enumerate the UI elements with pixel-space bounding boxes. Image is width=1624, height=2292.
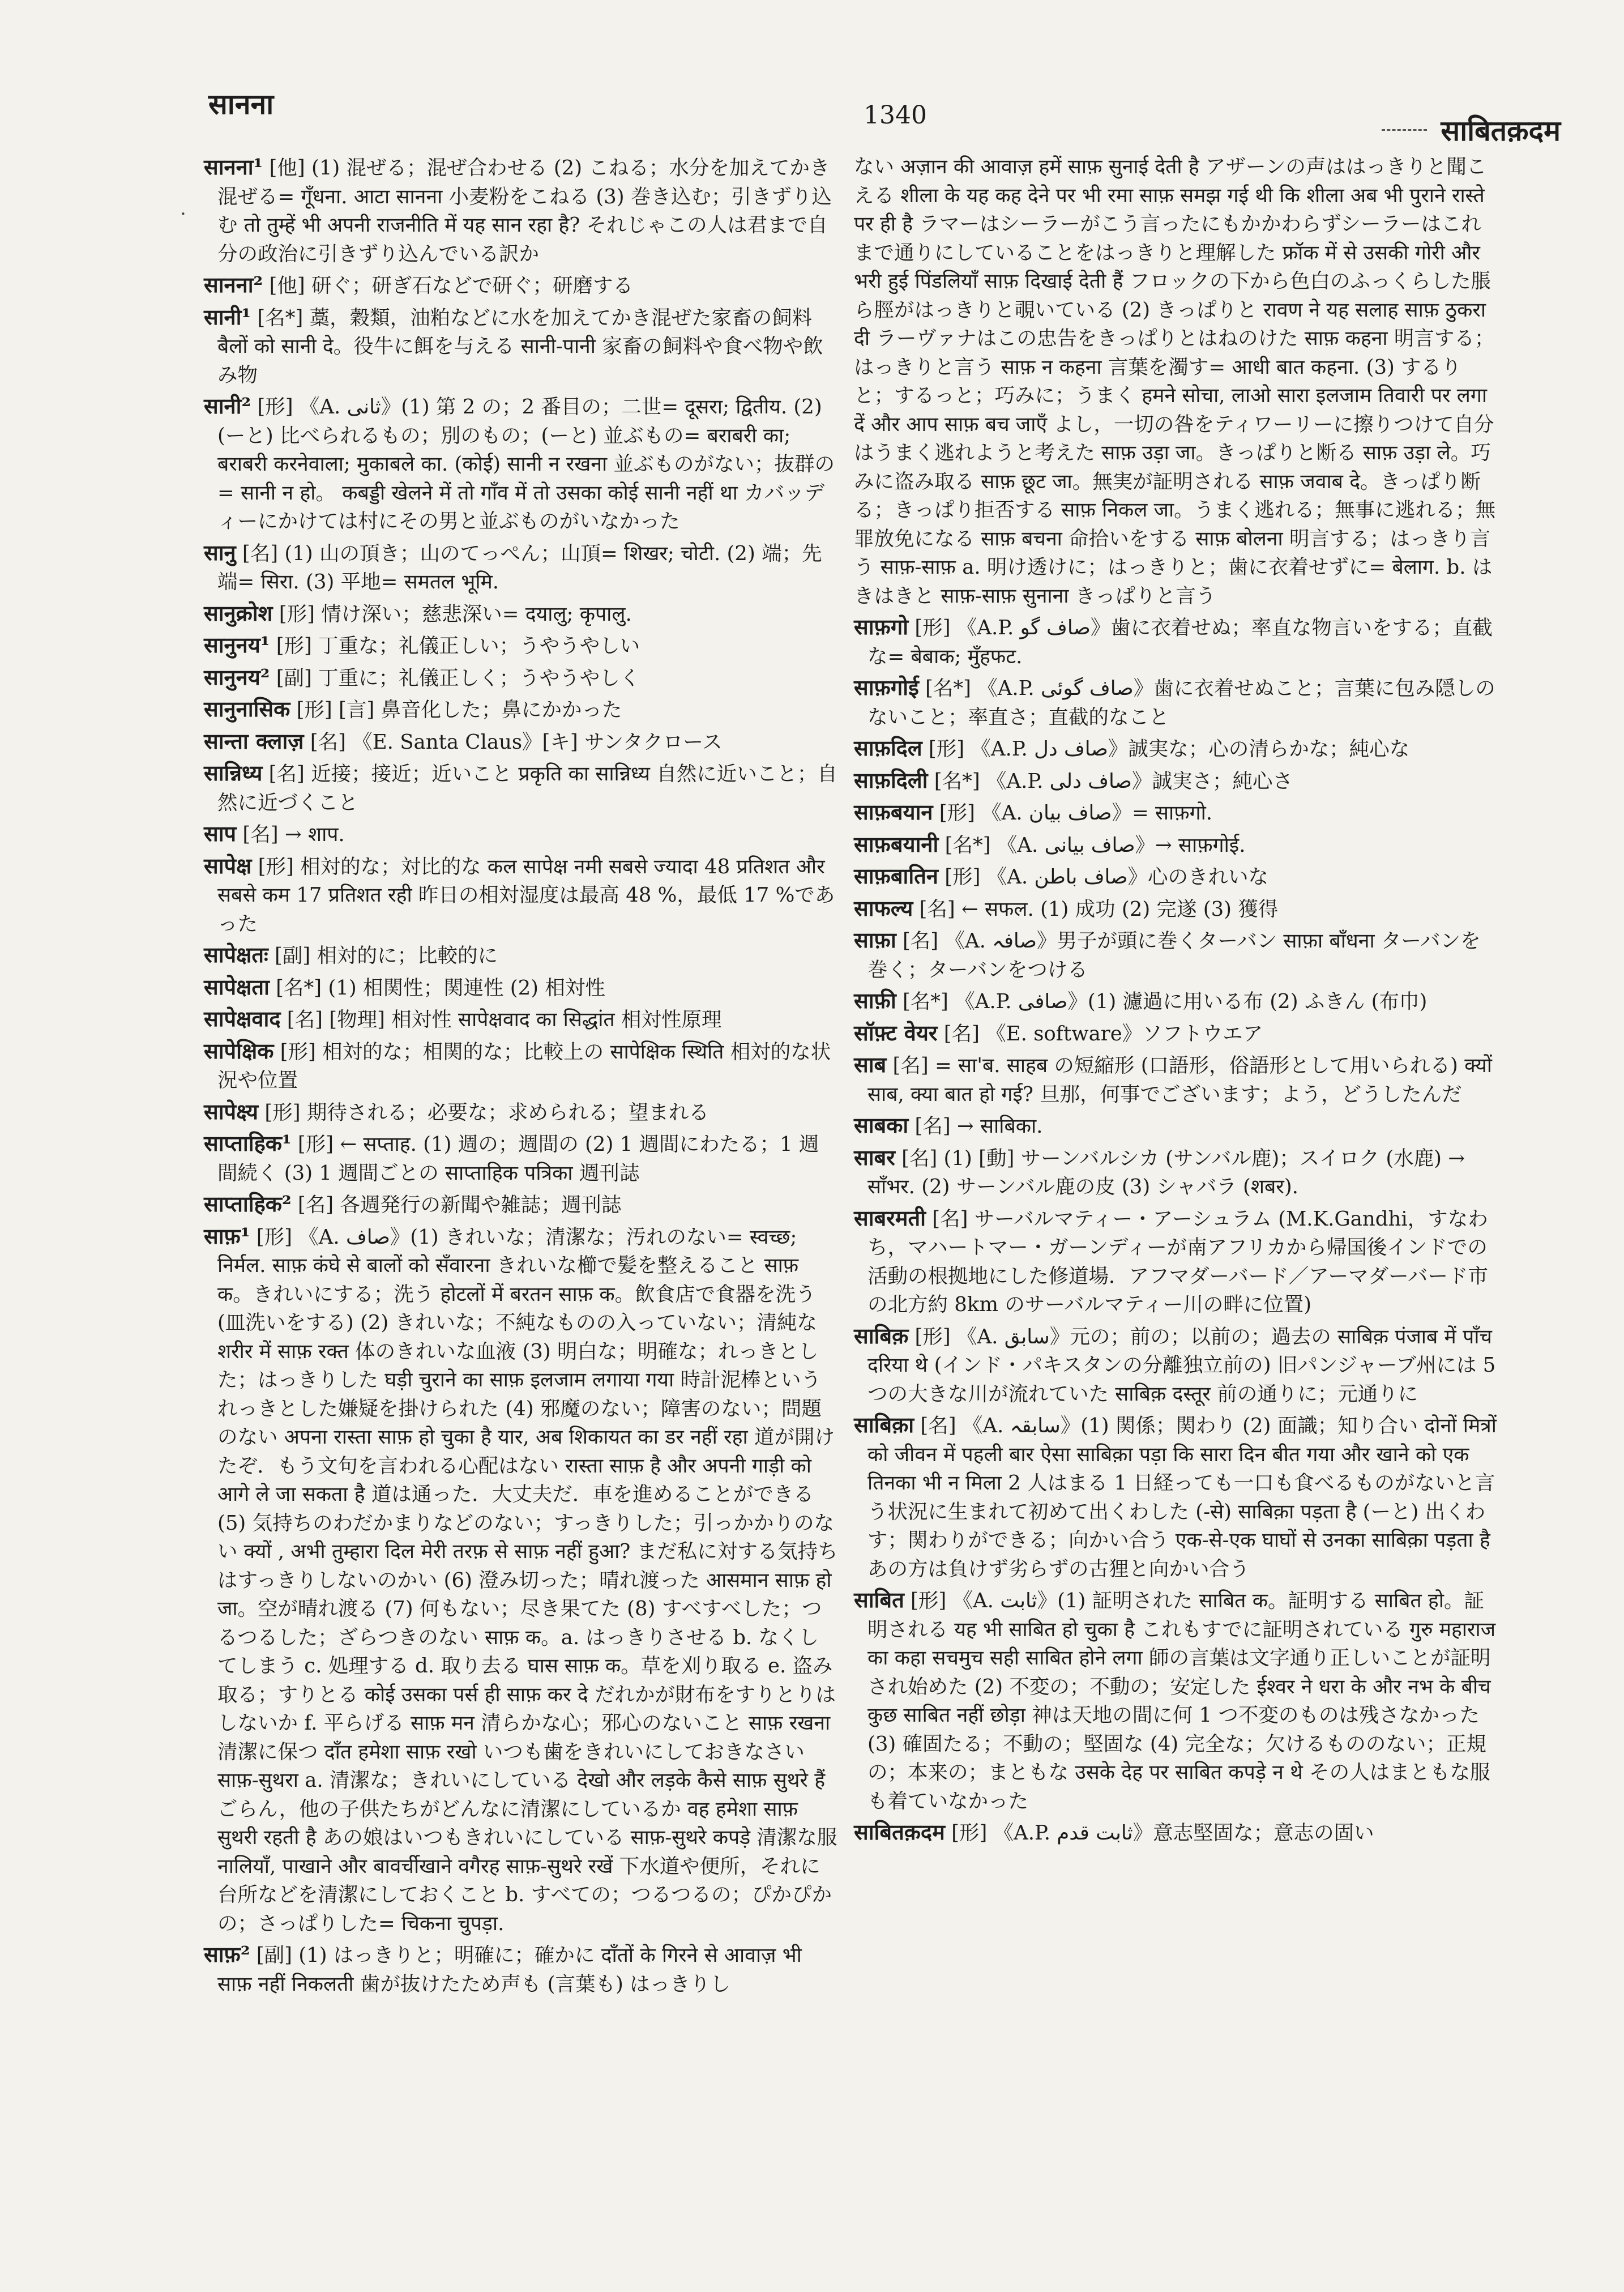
entry-definition: [名] → शाप. xyxy=(236,823,345,846)
entry-headword: सानना² xyxy=(204,272,263,297)
margin-mark: · xyxy=(180,203,186,225)
entry-definition: [名] → साबिका. xyxy=(908,1115,1043,1138)
entry-definition: [副] 相対的に；比較的に xyxy=(268,944,498,967)
dictionary-entry xyxy=(854,1051,1499,1109)
entry-headword: साफ़दिल xyxy=(854,735,922,761)
entry-headword: सानी¹ xyxy=(204,304,251,330)
dictionary-entry xyxy=(204,392,838,536)
dictionary-entry xyxy=(854,1818,1499,1848)
dictionary-entry xyxy=(854,1143,1499,1202)
dictionary-entry xyxy=(854,862,1499,892)
entry-headword: साफ़² xyxy=(204,1941,250,1967)
entry-headword: साबका xyxy=(854,1112,909,1138)
dictionary-entry xyxy=(854,1111,1499,1141)
entry-definition: [形] 《A.P. صاف گو》歯に衣着せぬ；率直な物言いをする；直截な= बेबाक; मुँहफट. xyxy=(867,616,1493,668)
dictionary-entry xyxy=(204,1190,838,1220)
entry-headword: साबरमती xyxy=(854,1205,926,1231)
right-column xyxy=(854,153,1499,1848)
dictionary-entry xyxy=(854,798,1499,828)
entry-definition: [名] (1) 山の頂き；山のてっぺん；山頂= शिखर; चोटी. (2) 端；先端= सिरा. (3) 平地= समतल भूमि. xyxy=(217,541,822,594)
dictionary-entry xyxy=(854,926,1499,984)
dictionary-entry xyxy=(204,727,838,757)
dictionary-entry xyxy=(204,539,838,597)
entry-definition: [名] 《A. صافہ》男子が頭に巻くターバン साफ़ा बाँधना ターバンを巻く；ターバンをつける xyxy=(867,929,1481,981)
dictionary-entry xyxy=(204,852,838,939)
dictionary-entry xyxy=(854,153,1499,611)
entry-definition: [形] 期待される；必要な；求められる；望まれる xyxy=(258,1100,709,1124)
dictionary-entry xyxy=(854,1019,1499,1049)
entry-definition: [形] ← सप्ताह. (1) 週の；週間の (2) 1 週間にわたる；1 週間続く (3) 1 週間ごとの साप्ताहिक पत्रिका 週刊誌 xyxy=(217,1133,819,1185)
entry-definition: [名] 《E. Santa Claus》[キ] サンタクロース xyxy=(304,730,723,754)
entry-headword: सानना¹ xyxy=(204,154,263,180)
entry-headword: साफ़ा xyxy=(854,927,896,953)
dictionary-entry xyxy=(854,1411,1499,1584)
entry-definition: [名] ← सफल. (1) 成功 (2) 完遂 (3) 獲得 xyxy=(913,897,1279,921)
entry-definition: [形] 《A. صاف باطن》心のきれいな xyxy=(938,865,1268,889)
entry-definition: [名*] 《A.P. صاف دلی》誠実さ；純心さ xyxy=(928,769,1293,793)
entry-definition: [形] 《A. صاف》(1) きれいな；清潔な；汚れのない= स्वच्छ; निर्मल. साफ़ कंघे से बालों को सँवारना きれいな櫛で髪を整えること साफ़ क。きれいにする；洗う होटलों में बरतन साफ़ क。飲食店で食器を洗う (皿洗いをする) (2) きれいな；不純なものの入っていない；清純な शरीर में साफ़ रक्त 体のきれいな血液 (3) 明白な；明確な；れっきとした；はっきりした घड़ी चुराने का साफ़ इलजाम लगाया गया 時計泥棒というれっきとした嫌疑を掛けられた (4) 邪魔のない；障害のない；問題のない अपना रास्ता साफ़ हो चुका है यार, अब शिकायत का डर नहीं रहा 道が開けたぞ．もう文句を言われる心配はない रास्ता साफ़ है और अपनी गाड़ी को आगे ले जा सकता है 道は通った．大丈夫だ．車を進めることができる (5) 気持ちのわだかまりなどのない；すっきりした；引っかかりのない क्यों , अभी तुम्हारा दिल मेरी तरफ़ से साफ़ नहीं हुआ? まだ私に対する気持ちはすっきりしないのかい (6) 澄み切った；晴れ渡った आसमान साफ़ हो जा。空が晴れ渡る (7) 何もない；尽き果てた (8) すべすべした；つるつるした；ざらつきのない साफ़ क。a. はっきりさせる b. なくしてしまう c. 処理する d. 取り去る घास साफ़ क。草を刈り取る e. 盗み取る；すりとる कोई उसका पर्स ही साफ़ कर दे だれかが財布をすりとりはしないか f. 平らげる साफ़ मन 清らかな心；邪心のないこと साफ़ रखना 清潔に保つ दाँत हमेशा साफ़ रखो いつも歯をきれいにしておきなさい साफ़-सुथरा a. 清潔な；きれいにしている देखो और लड़के कैसे साफ़ सुथरे हैं ごらん，他の子供たちがどんなに清潔にしているか वह हमेशा साफ़ सुथरी रहती है あの娘はいつもきれいにしている साफ़-सुथरे कपड़े 清潔な服 नालियाँ, पाखाने और बावर्चीखाने वगैरह साफ़-सुथरे रखें 下水道や便所，それに台所などを清潔にしておくこと b. すべての；つるつるの；ぴかぴかの；さっぱりした= चिकना चुपड़ा. xyxy=(217,1225,838,1935)
entry-headword: सान्निध्य xyxy=(204,760,263,786)
entry-headword: साफ़ी xyxy=(854,988,896,1013)
entry-definition: [他] (1) 混ぜる；混ぜ合わせる (2) こねる；水分を加えてかき混ぜる= गूँधना. आटा सानना 小麦粉をこねる (3) 巻き込む；引きずり込む तो तुम्हें भी अपनी राजनीति में यह सान रहा है? それじゃこの人は君まで自分の政治に引きずり込んでいる訳か xyxy=(217,156,832,266)
entry-headword: सानुक्रोश xyxy=(204,600,273,626)
entry-headword: साबितक़दम xyxy=(854,1819,945,1845)
dictionary-entry xyxy=(204,631,838,661)
entry-headword: सानुनय² xyxy=(204,664,270,690)
entry-headword: साबिक़ xyxy=(854,1322,909,1348)
entry-headword: साबित xyxy=(854,1587,904,1612)
entry-headword: साफ़बातिन xyxy=(854,863,938,889)
entry-headword: सापेक्षतः xyxy=(204,942,268,967)
dictionary-entry xyxy=(204,695,838,725)
entry-definition: [名] = सा'ब. साहब の短縮形 (口語形，俗語形として用いられる) क्यों साब, क्या बात हो गई? 旦那，何事でございます；よう，どうしたんだ xyxy=(867,1054,1492,1106)
entry-definition: [形] 丁重な；礼儀正しい；うやうやしい xyxy=(270,634,640,658)
entry-definition: ない अज़ान की आवाज़ हमें साफ़ सुनाई देती है アザーンの声ははっきりと聞こえる शीला के यह कह देने पर भी रमा साफ़ समझ गई थी कि शीला अब भी पुराने रास्ते पर ही है ラマーはシーラーがこう言ったにもかかわらずシーラーはこれまで通りにしていることをはっきりと理解した फ्रॉक में से उसकी गोरी और भरी हुई पिंडलियाँ साफ़ दिखाई देती हैं フロックの下から色白のふっくらした脹ら脛がはっきりと覗いている (2) きっぱりと रावण ने यह सलाह साफ़ ठुकरा दी ラーヴァナはこの忠告をきっぱりとはねのけた साफ़ कहना 明言する；はっきりと言う साफ़ न कहना 言葉を濁す= आधी बात कहना. (3) するりと；するっと；巧みに；うまく हमने सोचा, लाओ सारा इलजाम तिवारी पर लगा दें और आप साफ़ बच जाएँ よし，一切の咎をティワーリーに擦りつけて自分はうまく逃れようと考えた साफ़ उड़ा जा。きっぱりと断る साफ़ उड़ा ले。巧みに盗み取る साफ़ छूट जा。無実が証明される साफ़ जवाब दे。きっぱり断る；きっぱり拒否する साफ़ निकल जा。うまく逃れる；無事に逃れる；無罪放免になる साफ़ बचना 命拾いをする साफ़ बोलना 明言する；はっきり言う साफ़-साफ़ a. 明け透けに；はっきりと；歯に衣着せずに= बेलाग. b. はきはきと साफ़-साफ़ सुनाना きっぱりと言う xyxy=(854,155,1496,608)
dictionary-entry xyxy=(854,613,1499,671)
entry-headword: साब xyxy=(854,1052,887,1077)
entry-definition: [他] 研ぐ；研ぎ石などで研ぐ；研磨する xyxy=(263,274,633,297)
entry-definition: [名] (1) [動] サーンバルシカ (サンバル鹿)；スイロク (水鹿) → साँभर. (2) サーンバル鹿の皮 (3) シャバラ (शबर). xyxy=(867,1146,1465,1198)
dictionary-entry xyxy=(204,1222,838,1939)
header-left-headword: सानना xyxy=(208,87,274,121)
entry-definition: [名] 《A. سابقہ》(1) 関係；関わり (2) 面識；知り合い दोनों मित्रों को जीवन में पहली बार ऐसा साबिक़ा पड़ा कि सारा दिन बीत गया और खाने को एक तिनका भी न मिला 2 人はまる 1 日経っても一口も食べるものがないと言う状況に生まれて初めて出くわした (-से) साबिक़ा पड़ता है (ーと) 出くわす；関わりができる；向かい合う एक-से-एक घाघों से उनका साबिक़ा पड़ता है あの方は負けず劣らずの古狸と向かい合う xyxy=(867,1414,1497,1581)
entry-headword: साफ़दिली xyxy=(854,767,928,793)
dictionary-entry xyxy=(204,271,838,301)
entry-headword: साफ़¹ xyxy=(204,1223,250,1249)
entry-definition: [形] 情け深い；慈悲深い= दयालु; कृपालु. xyxy=(272,602,632,626)
entry-headword: सापेक्ष्य xyxy=(204,1098,259,1124)
entry-definition: [副] 丁重に；礼儀正しく；うやうやしく xyxy=(270,666,640,690)
dictionary-entry xyxy=(854,766,1499,796)
entry-headword: सानी² xyxy=(204,393,251,419)
dictionary-entry xyxy=(854,1586,1499,1816)
entry-definition: [名] 近接；接近；近いこと प्रकृति का सान्निध्य 自然に近いこと；自然に近づくこと xyxy=(217,762,837,814)
entry-headword: सानु xyxy=(204,539,236,565)
entry-headword: साबिक़ा xyxy=(854,1412,914,1437)
entry-definition: [名*] 《A. صاف بیانی》→ साफ़गोई. xyxy=(938,833,1246,857)
entry-definition: [名*] 《A.P. صاف گوئی》歯に衣着せぬこと；言葉に包み隠しのないこと；率直さ；直截的なこと xyxy=(867,677,1495,729)
entry-definition: [名] サーバルマティー・アーシュラム (M.K.Gandhi，すなわち，マハートマー・ガーンディーが南アフリカから帰国後インドでの活動の根拠地にした修道場．アフマダーバード／アーマダーバード市の北方約 8km のサーバルマティー川の畔に位置) xyxy=(867,1207,1488,1316)
dictionary-entry xyxy=(854,894,1499,924)
entry-headword: साफ़गोई xyxy=(854,675,919,700)
entry-headword: सापेक्षवाद xyxy=(204,1006,281,1031)
entry-definition: [形] 《A. صاف بیان》= साफ़गो. xyxy=(933,801,1213,825)
entry-headword: सापेक्षिक xyxy=(204,1038,274,1064)
dictionary-entry xyxy=(204,1005,838,1035)
dictionary-entry xyxy=(854,673,1499,732)
entry-definition: [名*] (1) 相関性；関連性 (2) 相対性 xyxy=(269,976,605,1000)
entry-definition: [名*] 《A.P. صافی》(1) 濾過に用いる布 (2) ふきん (布巾) xyxy=(896,990,1428,1013)
entry-definition: [形] 《A.P. ثابت قدم》意志堅固な；意志の固い xyxy=(945,1821,1374,1845)
dictionary-entry xyxy=(204,759,838,817)
entry-definition: [形] 《A.P. صاف دل》誠実な；心の清らかな；純心な xyxy=(922,737,1410,761)
dictionary-entry xyxy=(854,734,1499,764)
dictionary-entry xyxy=(204,820,838,850)
entry-definition: [形] 《A. سابق》元の；前の；以前の；過去の साबिक़ पंजाब में पाँच दरिया थे (インド・パキスタンの分離独立前の) 旧パンジャーブ州には 5 つの大きな川が流れていた साबिक़ दस्तूर 前の通りに；元通りに xyxy=(867,1325,1496,1406)
dictionary-entry xyxy=(204,303,838,390)
dictionary-entry xyxy=(204,1940,838,1999)
left-column xyxy=(204,153,838,1999)
page-number: 1340 xyxy=(864,101,927,130)
dictionary-entry xyxy=(854,1204,1499,1320)
entry-definition: [形] 相対的な；対比的な कल सापेक्ष नमी सबसे ज्यादा 48 प्रतिशत और सबसे कम 17 प्रतिशत रही 昨日の相対湿度は最高 48 %，最低 17 %であった xyxy=(217,855,835,936)
entry-headword: साप्ताहिक² xyxy=(204,1191,292,1217)
dictionary-entry xyxy=(854,1322,1499,1409)
entry-headword: सापेक्ष xyxy=(204,852,252,878)
entry-headword: सानुनय¹ xyxy=(204,632,270,658)
dictionary-entry xyxy=(204,1037,838,1095)
entry-definition: [形] 《A. ثانی》(1) 第 2 の；2 番目の；二世= दूसरा; द्वितीय. (2) (ーと) 比べられるもの；別のもの；(ーと) 並ぶもの= बराबरी का; बराबरी करनेवाला; मुकाबले का. (कोई) सानी न रखना 並ぶものがない；抜群の= सानी न हो。 कबड्डी खेलने में तो गाँव में तो उसका कोई सानी नहीं था カバッディーにかけては村にその男と並ぶものがいなかった xyxy=(217,395,835,533)
entry-definition: [副] (1) はっきりと；明確に；確かに दाँतों के गिरने से आवाज़ भी साफ़ नहीं निकलती 歯が抜けたため声も (言葉も) はっきりし xyxy=(217,1944,802,1996)
entry-definition: [名] [物理] 相対性 सापेक्षवाद का सिद्धांत 相対性原理 xyxy=(280,1008,722,1031)
dictionary-entry xyxy=(204,973,838,1003)
entry-headword: सापेक्षता xyxy=(204,974,270,1000)
header-dashed-rule xyxy=(1382,129,1427,131)
entry-definition: [名*] 藁，穀類，油粕などに水を加えてかき混ぜた家畜の飼料 बैलों को सानी दे。役牛に餌を与える सानी-पानी 家畜の飼料や食べ物や飲み物 xyxy=(217,306,823,387)
entry-headword: साफल्य xyxy=(854,895,913,921)
entry-headword: साफ़गो xyxy=(854,614,909,639)
dictionary-entry xyxy=(204,599,838,629)
header-right-headword: साबितक़दम xyxy=(1441,114,1561,147)
entry-headword: साप्ताहिक¹ xyxy=(204,1130,292,1156)
entry-headword: सॉफ़्ट वेयर xyxy=(854,1019,938,1045)
entry-definition: [名] 各週発行の新聞や雑誌；週刊誌 xyxy=(291,1193,622,1217)
entry-headword: साप xyxy=(204,821,237,846)
entry-definition: [形] [言] 鼻音化した；鼻にかかった xyxy=(290,698,622,722)
dictionary-entry xyxy=(204,941,838,971)
dictionary-entry xyxy=(204,1129,838,1188)
entry-definition: [名] 《E. software》ソフトウエア xyxy=(937,1022,1263,1045)
entry-headword: साबर xyxy=(854,1144,895,1170)
dictionary-entry xyxy=(204,1098,838,1128)
entry-headword: साफ़बयान xyxy=(854,799,933,825)
entry-headword: साफ़बयानी xyxy=(854,831,939,857)
dictionary-entry xyxy=(854,830,1499,860)
entry-headword: सानुनासिक xyxy=(204,696,290,722)
dictionary-entry xyxy=(204,663,838,693)
entry-headword: सान्ता क्लाज़ xyxy=(204,728,304,754)
dictionary-entry xyxy=(204,153,838,268)
entry-definition: [形] 相対的な；相関的な；比較上の सापेक्षिक स्थिति 相対的な状況や位置 xyxy=(217,1040,831,1092)
dictionary-entry xyxy=(854,987,1499,1017)
entry-definition: [形] 《A. ثابت》(1) 証明された साबित क。証明する साबित हो。証明される यह भी साबित हो चुका है これもすでに証明されている गुरु महाराज का कहा सचमुच सही साबित होने लगा 師の言葉は文字通り正しいことが証明され始めた (2) 不変の；不動の；安定した ईश्वर ने धरा के और नभ के बीच कुछ साबित नहीं छोड़ा 神は天地の間に何 1 つ不変のものは残さなかった (3) 確固たる；不動の；堅固な (4) 完全な；欠けるもののない；正規の；本来の；まともな उसके देह पर साबित कपड़े न थे その人はまともな服も着ていなかった xyxy=(867,1589,1496,1813)
